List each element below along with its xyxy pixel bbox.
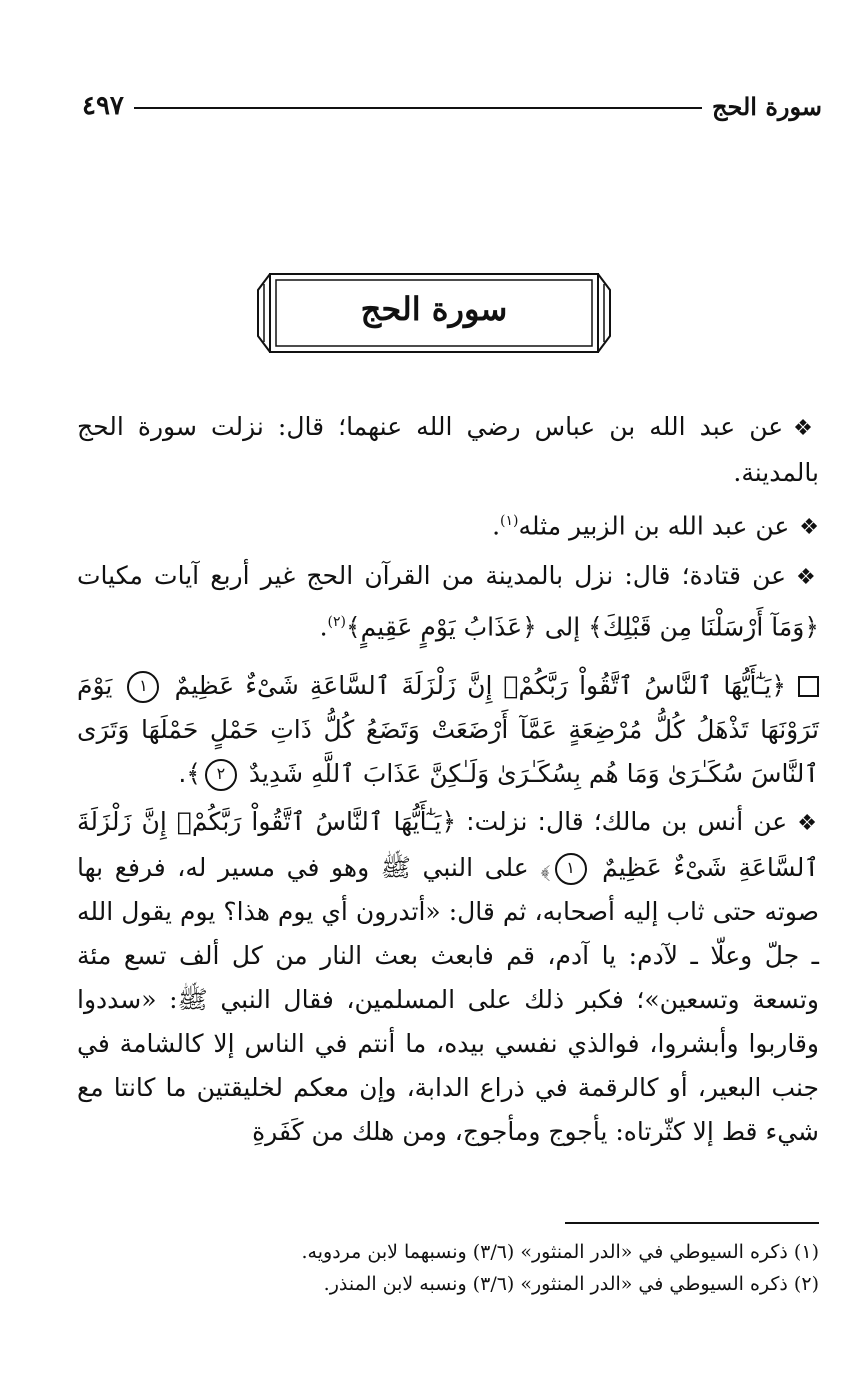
footnotes [77, 1236, 819, 1300]
footnote-ref-2: (٢) [327, 614, 346, 631]
verse-paragraph [77, 664, 819, 796]
surah-title: سورة الحج [360, 290, 508, 328]
paragraph-2-text: عن عبد الله بن الزبير مثله [518, 511, 790, 541]
square-marker-icon [798, 676, 819, 697]
paragraph-2 [77, 499, 819, 550]
main-text [77, 405, 819, 1154]
footnote-rule [565, 1222, 819, 1224]
verse-end: ﴾. [178, 758, 201, 788]
paragraph-4-start: عن أنس بن مالك؛ قال: نزلت: ﴿يَـٰٓأَيُّهَا ٱلنَّاسُ ٱتَّقُواْ رَبَّكُمْۚ إِنَّ زَلْزَلَةَ ٱلسَّاعَةِ شَىْءٌ عَظِيمٌ [77, 806, 820, 882]
paragraph-1-text: عن عبد الله بن عباس رضي الله عنهما؛ قال: نزلت سورة الحج بالمدينة. [77, 412, 819, 487]
running-header [82, 88, 822, 124]
diamond-bullet-icon: ❖ [799, 515, 819, 541]
ayah-number-p4: ١ [555, 853, 587, 885]
paragraph-3-text: عن قتادة؛ قال: نزل بالمدينة من القرآن الحج غير أربع آيات مكيات ﴿وَمَآ أَرْسَلْنَا مِن قَبْلِكَ﴾ إلى ﴿عَذَابُ يَوْمٍ عَقِيمٍ﴾ [77, 561, 819, 642]
ayah-number-1: ١ [127, 671, 159, 703]
paragraph-4 [77, 800, 819, 1154]
paragraph-3 [77, 554, 819, 649]
diamond-bullet-icon: ❖ [796, 565, 819, 591]
diamond-bullet-icon: ❖ [797, 810, 819, 836]
footnote-ref-1: (١) [500, 513, 519, 529]
paragraph-3-end: . [319, 612, 328, 642]
diamond-bullet-icon: ❖ [793, 416, 819, 441]
footnote-1: (١) ذكره السيوطي في «الدر المنثور» (٣/٦) ونسبهما لابن مردويه. [301, 1241, 819, 1263]
surah-title-frame [256, 270, 612, 356]
footnote-2: (٢) ذكره السيوطي في «الدر المنثور» (٣/٦) ونسبه لابن المنذر. [323, 1273, 819, 1295]
verse-text-2: يَوْمَ تَرَوْنَهَا تَذْهَلُ كُلُّ مُرْضِعَةٍ عَمَّآ أَرْضَعَتْ وَتَضَعُ كُلُّ ذَاتِ حَمْلٍ حَمْلَهَا وَتَرَى ٱلنَّاسَ سُكَـٰرَىٰ وَمَا هُم بِسُكَـٰرَىٰ وَلَـٰكِنَّ عَذَابَ ٱللَّهِ شَدِيدٌ [77, 670, 819, 788]
header-rule [134, 107, 702, 109]
paragraph-4-text: ﴾ على النبي ﷺ وهو في مسير له، فرفع بها صوته حتى ثاب إليه أصحابه، ثم قال: «أتدرون أي يوم هذا؟ يوم يقول الله ـ جلّ وعلّا ـ لآدم: يا آدم، قم فابعث بعث النار من كل ألف تسع مئة وتسعة وتسعين»؛ فكبر ذلك على المسلمين، فقال النبي ﷺ: «سددوا وقاربوا وأبشروا، فوالذي نفسي بيده، ما أنتم في الناس إلا كالشامة في جنب البعير، أو كالرقمة في ذراع الدابة، وإن معكم لخليقتين ما كانتا مع شيء قط إلا كثّرتاه: يأجوج ومأجوج، ومن هلك من كَفَرةِ [77, 852, 819, 1146]
paragraph-2-end: . [492, 511, 501, 541]
verse-text-1: ﴿يَـٰٓأَيُّهَا ٱلنَّاسُ ٱتَّقُواْ رَبَّكُمْۚ إِنَّ زَلْزَلَةَ ٱلسَّاعَةِ شَىْءٌ عَظِيمٌ [174, 670, 787, 700]
ayah-number-2: ٢ [205, 759, 237, 791]
running-title: سورة الحج [712, 91, 822, 121]
page-number: ٤٩٧ [82, 91, 124, 121]
paragraph-1 [77, 405, 819, 495]
